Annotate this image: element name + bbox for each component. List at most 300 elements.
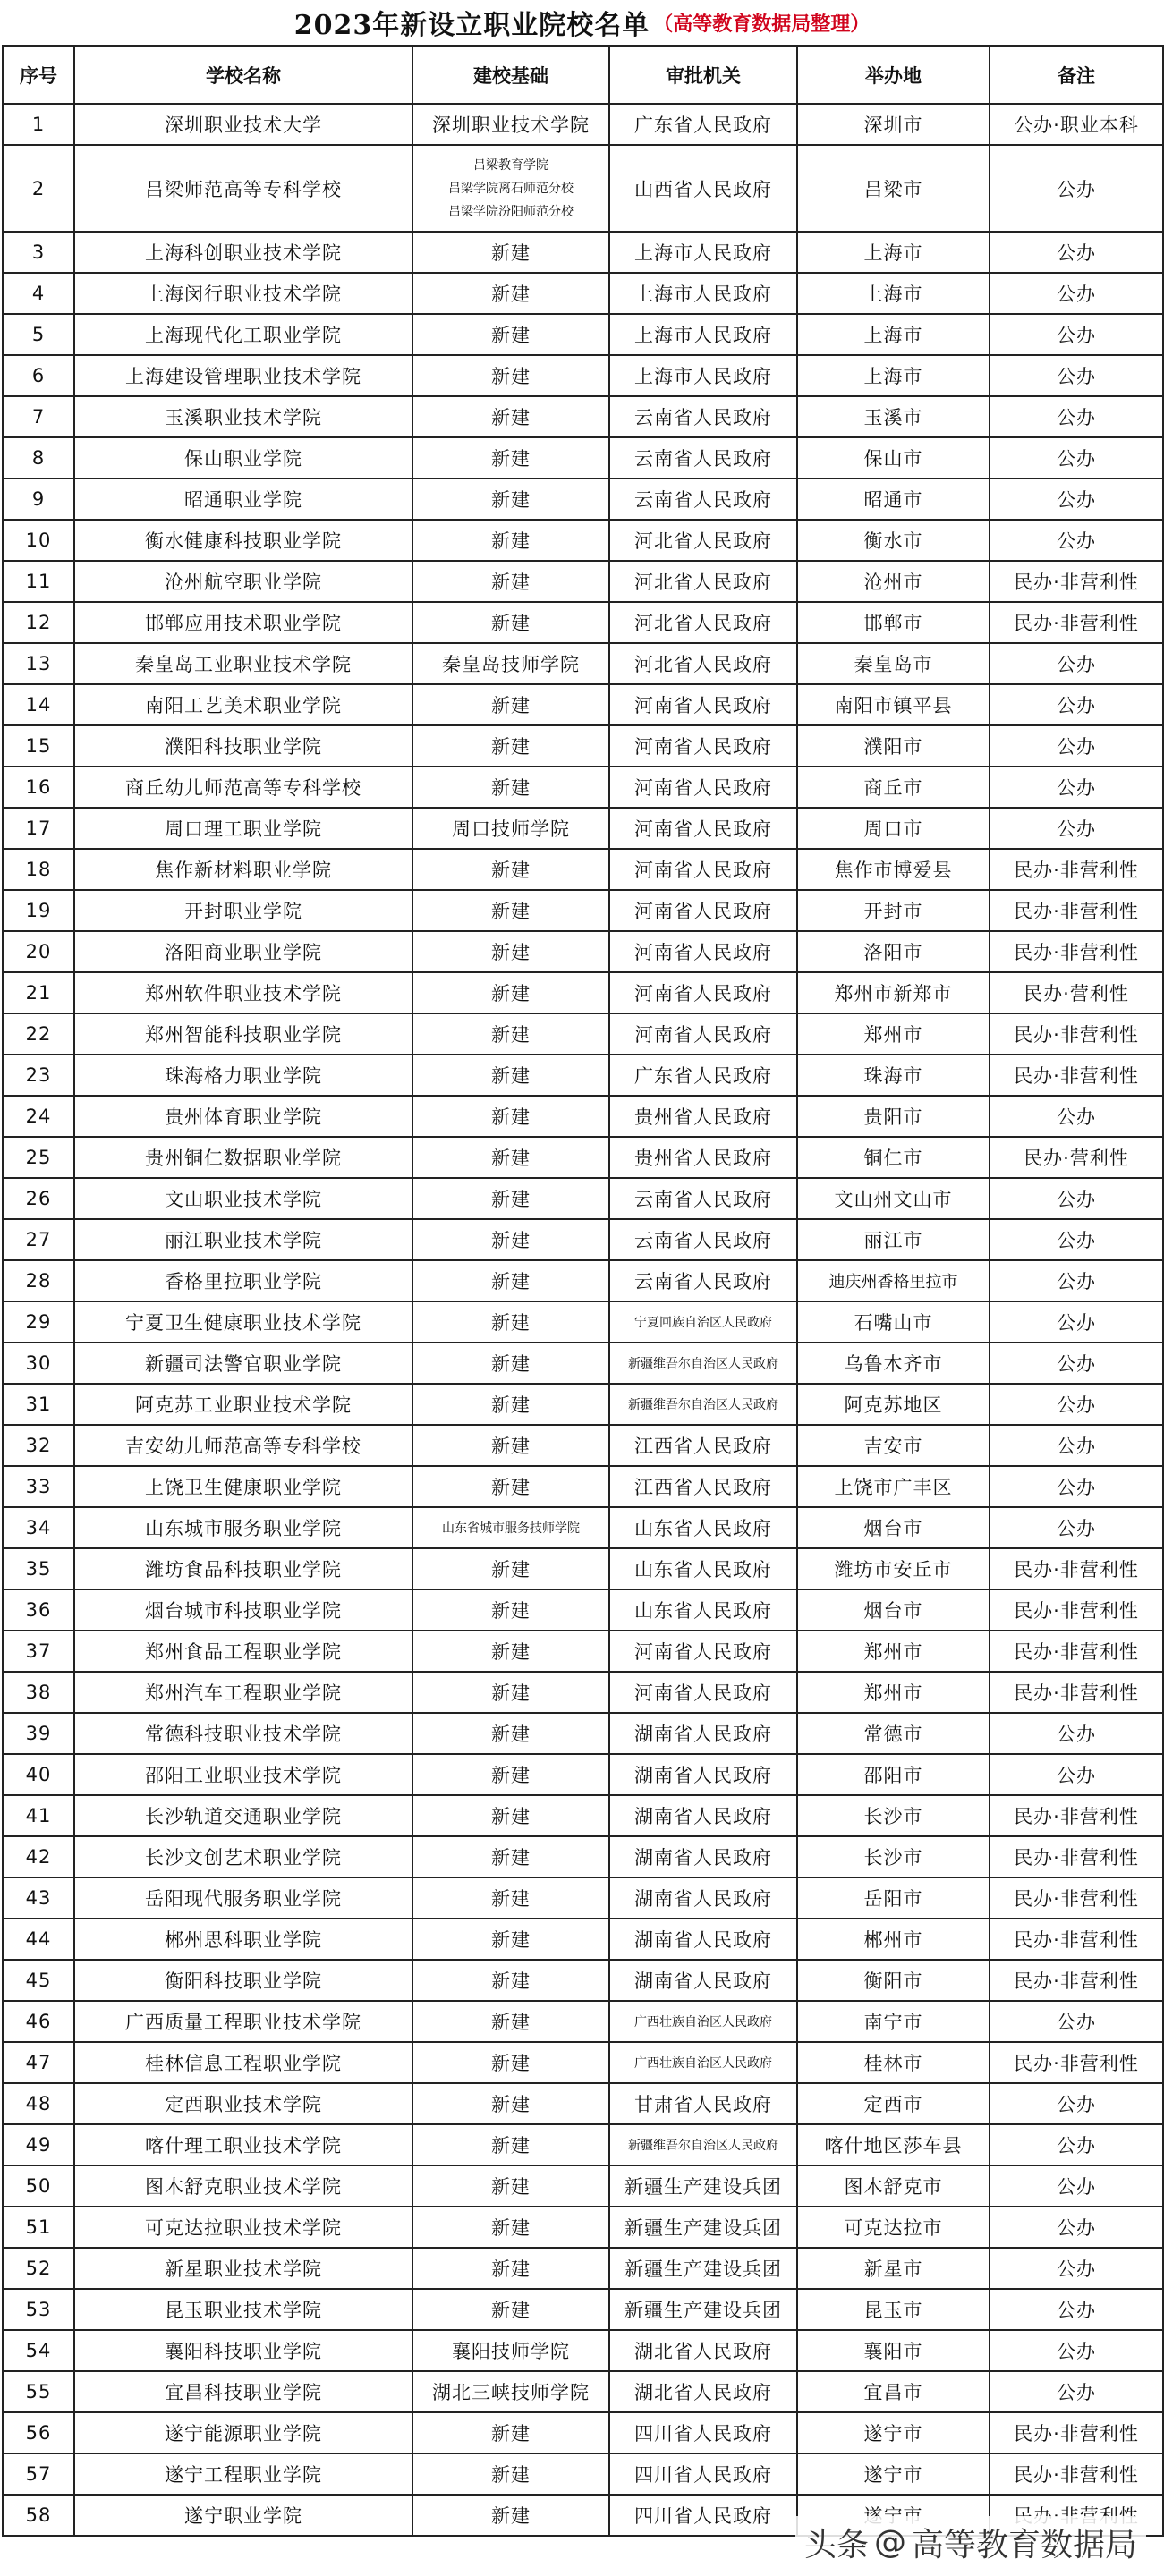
table-row — [3, 602, 1163, 643]
cell-school-name: 郑州食品工程职业学院 — [74, 1631, 412, 1672]
cell-location: 珠海市 — [797, 1055, 990, 1096]
cell-index: 58 — [3, 2495, 74, 2536]
cell-remarks: 民办·非营利性 — [990, 1960, 1163, 2001]
cell-remarks: 民办·非营利性 — [990, 1589, 1163, 1631]
cell-founding-basis: 新建 — [412, 1877, 609, 1919]
table-row — [3, 2453, 1163, 2495]
cell-school-name: 山东城市服务职业学院 — [74, 1507, 412, 1548]
cell-approval-authority: 新疆生产建设兵团 — [609, 2289, 797, 2330]
table-row — [3, 2124, 1163, 2165]
cell-school-name: 上海建设管理职业技术学院 — [74, 355, 412, 396]
cell-school-name: 香格里拉职业学院 — [74, 1260, 412, 1301]
cell-school-name: 遂宁工程职业学院 — [74, 2453, 412, 2495]
cell-founding-basis: 新建 — [412, 767, 609, 808]
cell-index: 8 — [3, 437, 74, 479]
table-row — [3, 1795, 1163, 1836]
cell-approval-authority: 广东省人民政府 — [609, 104, 797, 145]
cell-founding-basis: 新建 — [412, 2165, 609, 2207]
cell-school-name: 上饶卫生健康职业学院 — [74, 1466, 412, 1507]
cell-school-name: 岳阳现代服务职业学院 — [74, 1877, 412, 1919]
cell-remarks: 公办 — [990, 1713, 1163, 1754]
cell-remarks: 公办 — [990, 808, 1163, 849]
cell-location: 新星市 — [797, 2248, 990, 2289]
cell-index: 29 — [3, 1301, 74, 1343]
cell-founding-basis: 山东省城市服务技师学院 — [412, 1507, 609, 1548]
cell-index: 44 — [3, 1919, 74, 1960]
cell-location: 昆玉市 — [797, 2289, 990, 2330]
cell-location: 桂林市 — [797, 2042, 990, 2083]
cell-school-name: 南阳工艺美术职业学院 — [74, 684, 412, 725]
cell-founding-basis: 周口技师学院 — [412, 808, 609, 849]
cell-index: 5 — [3, 314, 74, 355]
cell-remarks: 民办·非营利性 — [990, 1631, 1163, 1672]
cell-location: 保山市 — [797, 437, 990, 479]
cell-remarks: 民办·非营利性 — [990, 602, 1163, 643]
cell-approval-authority: 新疆维吾尔自治区人民政府 — [609, 1384, 797, 1425]
cell-remarks: 公办 — [990, 1425, 1163, 1466]
cell-location: 郴州市 — [797, 1919, 990, 1960]
table-row — [3, 684, 1163, 725]
cell-founding-basis: 新建 — [412, 1178, 609, 1219]
cell-founding-basis: 新建 — [412, 396, 609, 437]
cell-school-name: 邯郸应用技术职业学院 — [74, 602, 412, 643]
cell-founding-basis: 新建 — [412, 1631, 609, 1672]
table-row — [3, 1631, 1163, 1672]
table-row — [3, 273, 1163, 314]
cell-founding-basis: 新建 — [412, 1713, 609, 1754]
cell-founding-basis: 新建 — [412, 1836, 609, 1877]
title-source-note: （高等教育数据局整理） — [653, 12, 871, 36]
cell-founding-basis: 新建 — [412, 1960, 609, 2001]
cell-location: 沧州市 — [797, 561, 990, 602]
cell-location: 烟台市 — [797, 1589, 990, 1631]
cell-school-name: 定西职业技术学院 — [74, 2083, 412, 2124]
cell-location: 宜昌市 — [797, 2371, 990, 2412]
cell-founding-basis: 新建 — [412, 1919, 609, 1960]
cell-index: 49 — [3, 2124, 74, 2165]
school-list-table — [2, 45, 1164, 2537]
cell-school-name: 深圳职业技术大学 — [74, 104, 412, 145]
cell-approval-authority: 云南省人民政府 — [609, 1219, 797, 1260]
cell-remarks: 公办 — [990, 1507, 1163, 1548]
cell-school-name: 宜昌科技职业学院 — [74, 2371, 412, 2412]
cell-location: 定西市 — [797, 2083, 990, 2124]
header-index: 序号 — [3, 46, 74, 104]
cell-approval-authority: 贵州省人民政府 — [609, 1096, 797, 1137]
cell-school-name: 广西质量工程职业技术学院 — [74, 2001, 412, 2042]
cell-remarks: 公办 — [990, 1301, 1163, 1343]
cell-remarks: 民办·非营利性 — [990, 1919, 1163, 1960]
cell-remarks: 公办 — [990, 2289, 1163, 2330]
cell-remarks: 公办 — [990, 520, 1163, 561]
table-row — [3, 1877, 1163, 1919]
cell-remarks: 公办 — [990, 2248, 1163, 2289]
cell-school-name: 邵阳工业职业技术学院 — [74, 1754, 412, 1795]
table-row — [3, 355, 1163, 396]
cell-founding-basis: 新建 — [412, 1219, 609, 1260]
cell-location: 铜仁市 — [797, 1137, 990, 1178]
cell-index: 13 — [3, 643, 74, 684]
cell-approval-authority: 新疆生产建设兵团 — [609, 2165, 797, 2207]
cell-founding-basis: 新建 — [412, 2042, 609, 2083]
cell-index: 18 — [3, 849, 74, 890]
cell-location: 上海市 — [797, 355, 990, 396]
cell-location: 焦作市博爱县 — [797, 849, 990, 890]
cell-founding-basis: 新建 — [412, 849, 609, 890]
cell-founding-basis: 新建 — [412, 602, 609, 643]
cell-school-name: 上海现代化工职业学院 — [74, 314, 412, 355]
cell-school-name: 吉安幼儿师范高等专科学校 — [74, 1425, 412, 1466]
document-title — [0, 0, 1164, 45]
table-row — [3, 808, 1163, 849]
cell-approval-authority: 新疆生产建设兵团 — [609, 2207, 797, 2248]
cell-index: 25 — [3, 1137, 74, 1178]
cell-remarks: 公办 — [990, 232, 1163, 273]
cell-location: 开封市 — [797, 890, 990, 931]
cell-location: 南阳市镇平县 — [797, 684, 990, 725]
cell-remarks: 民办·非营利性 — [990, 2453, 1163, 2495]
cell-founding-basis: 新建 — [412, 2495, 609, 2536]
cell-location: 邯郸市 — [797, 602, 990, 643]
cell-index: 24 — [3, 1096, 74, 1137]
cell-founding-basis: 新建 — [412, 684, 609, 725]
cell-index: 57 — [3, 2453, 74, 2495]
cell-index: 28 — [3, 1260, 74, 1301]
cell-approval-authority: 湖南省人民政府 — [609, 1960, 797, 2001]
cell-school-name: 长沙文创艺术职业学院 — [74, 1836, 412, 1877]
cell-founding-basis: 新建 — [412, 1343, 609, 1384]
table-row — [3, 2289, 1163, 2330]
cell-school-name: 长沙轨道交通职业学院 — [74, 1795, 412, 1836]
cell-location: 秦皇岛市 — [797, 643, 990, 684]
cell-school-name: 遂宁能源职业学院 — [74, 2412, 412, 2453]
cell-approval-authority: 河南省人民政府 — [609, 725, 797, 767]
cell-school-name: 宁夏卫生健康职业技术学院 — [74, 1301, 412, 1343]
cell-school-name: 襄阳科技职业学院 — [74, 2330, 412, 2371]
cell-approval-authority: 河北省人民政府 — [609, 643, 797, 684]
cell-founding-basis: 新建 — [412, 2124, 609, 2165]
cell-founding-basis: 新建 — [412, 1754, 609, 1795]
cell-school-name: 濮阳科技职业学院 — [74, 725, 412, 767]
cell-school-name: 珠海格力职业学院 — [74, 1055, 412, 1096]
cell-approval-authority: 云南省人民政府 — [609, 437, 797, 479]
table-row — [3, 1960, 1163, 2001]
cell-approval-authority: 江西省人民政府 — [609, 1466, 797, 1507]
cell-founding-basis: 深圳职业技术学院 — [412, 104, 609, 145]
cell-school-name: 开封职业学院 — [74, 890, 412, 931]
cell-approval-authority: 河北省人民政府 — [609, 561, 797, 602]
cell-approval-authority: 湖南省人民政府 — [609, 1795, 797, 1836]
cell-location: 深圳市 — [797, 104, 990, 145]
cell-school-name: 桂林信息工程职业学院 — [74, 2042, 412, 2083]
cell-location: 石嘴山市 — [797, 1301, 990, 1343]
table-row — [3, 2248, 1163, 2289]
cell-index: 43 — [3, 1877, 74, 1919]
cell-founding-basis: 新建 — [412, 2412, 609, 2453]
cell-approval-authority: 湖北省人民政府 — [609, 2371, 797, 2412]
cell-location: 潍坊市安丘市 — [797, 1548, 990, 1589]
cell-school-name: 可克达拉职业技术学院 — [74, 2207, 412, 2248]
cell-approval-authority: 湖南省人民政府 — [609, 1713, 797, 1754]
cell-approval-authority: 河南省人民政府 — [609, 1631, 797, 1672]
cell-approval-authority: 四川省人民政府 — [609, 2453, 797, 2495]
cell-location: 衡水市 — [797, 520, 990, 561]
cell-remarks: 民办·非营利性 — [990, 1795, 1163, 1836]
cell-founding-basis: 新建 — [412, 1384, 609, 1425]
cell-index: 46 — [3, 2001, 74, 2042]
cell-founding-basis: 新建 — [412, 1589, 609, 1631]
cell-remarks: 公办 — [990, 2207, 1163, 2248]
cell-remarks: 民办·营利性 — [990, 972, 1163, 1013]
cell-remarks: 民办·非营利性 — [990, 1672, 1163, 1713]
cell-location: 上海市 — [797, 273, 990, 314]
cell-founding-basis: 新建 — [412, 972, 609, 1013]
cell-location: 遂宁市 — [797, 2453, 990, 2495]
cell-school-name: 吕梁师范高等专科学校 — [74, 145, 412, 232]
cell-approval-authority: 河南省人民政府 — [609, 808, 797, 849]
cell-index: 21 — [3, 972, 74, 1013]
cell-remarks: 民办·非营利性 — [990, 931, 1163, 972]
cell-index: 15 — [3, 725, 74, 767]
cell-school-name: 秦皇岛工业职业技术学院 — [74, 643, 412, 684]
cell-index: 23 — [3, 1055, 74, 1096]
cell-index: 19 — [3, 890, 74, 931]
cell-location: 长沙市 — [797, 1795, 990, 1836]
cell-remarks: 民办·非营利性 — [990, 2042, 1163, 2083]
cell-location: 周口市 — [797, 808, 990, 849]
cell-index: 30 — [3, 1343, 74, 1384]
table-row — [3, 1384, 1163, 1425]
cell-approval-authority: 广西壮族自治区人民政府 — [609, 2001, 797, 2042]
table-row — [3, 1013, 1163, 1055]
watermark-separator: @ — [873, 2524, 906, 2561]
cell-location: 岳阳市 — [797, 1877, 990, 1919]
cell-founding-basis: 新建 — [412, 1795, 609, 1836]
cell-approval-authority: 新疆维吾尔自治区人民政府 — [609, 2124, 797, 2165]
table-row — [3, 1055, 1163, 1096]
cell-remarks: 公办 — [990, 1096, 1163, 1137]
cell-index: 48 — [3, 2083, 74, 2124]
cell-index: 47 — [3, 2042, 74, 2083]
table-header — [3, 46, 1163, 104]
cell-approval-authority: 河南省人民政府 — [609, 684, 797, 725]
cell-founding-basis: 新建 — [412, 2207, 609, 2248]
cell-location: 常德市 — [797, 1713, 990, 1754]
cell-approval-authority: 河北省人民政府 — [609, 520, 797, 561]
cell-approval-authority: 上海市人民政府 — [609, 232, 797, 273]
cell-approval-authority: 新疆维吾尔自治区人民政府 — [609, 1343, 797, 1384]
cell-index: 6 — [3, 355, 74, 396]
table-row — [3, 2001, 1163, 2042]
cell-remarks: 民办·非营利性 — [990, 1877, 1163, 1919]
cell-approval-authority: 河南省人民政府 — [609, 972, 797, 1013]
cell-founding-basis: 新建 — [412, 314, 609, 355]
cell-approval-authority: 河南省人民政府 — [609, 849, 797, 890]
header-founding-basis: 建校基础 — [412, 46, 609, 104]
cell-location: 长沙市 — [797, 1836, 990, 1877]
table-row — [3, 1343, 1163, 1384]
cell-remarks: 公办 — [990, 396, 1163, 437]
header-approval-authority: 审批机关 — [609, 46, 797, 104]
cell-remarks: 公办 — [990, 1178, 1163, 1219]
cell-remarks: 公办 — [990, 273, 1163, 314]
table-row — [3, 479, 1163, 520]
table-body — [3, 104, 1163, 2536]
cell-school-name: 常德科技职业技术学院 — [74, 1713, 412, 1754]
cell-location: 丽江市 — [797, 1219, 990, 1260]
cell-founding-basis: 新建 — [412, 931, 609, 972]
table-row — [3, 145, 1163, 232]
table-row — [3, 725, 1163, 767]
cell-founding-basis: 新建 — [412, 1466, 609, 1507]
cell-approval-authority: 山东省人民政府 — [609, 1589, 797, 1631]
table-row — [3, 1466, 1163, 1507]
cell-founding-basis: 湖北三峡技师学院 — [412, 2371, 609, 2412]
cell-founding-basis: 秦皇岛技师学院 — [412, 643, 609, 684]
table-row — [3, 2083, 1163, 2124]
cell-approval-authority: 云南省人民政府 — [609, 479, 797, 520]
cell-approval-authority: 山东省人民政府 — [609, 1548, 797, 1589]
cell-founding-basis: 新建 — [412, 1425, 609, 1466]
cell-index: 12 — [3, 602, 74, 643]
cell-index: 41 — [3, 1795, 74, 1836]
cell-location: 玉溪市 — [797, 396, 990, 437]
cell-index: 36 — [3, 1589, 74, 1631]
cell-approval-authority: 贵州省人民政府 — [609, 1137, 797, 1178]
cell-founding-basis: 新建 — [412, 890, 609, 931]
table-row — [3, 1713, 1163, 1754]
cell-remarks: 公办 — [990, 479, 1163, 520]
cell-remarks: 公办 — [990, 1219, 1163, 1260]
cell-remarks: 公办 — [990, 1466, 1163, 1507]
cell-remarks: 公办 — [990, 643, 1163, 684]
cell-remarks: 公办 — [990, 437, 1163, 479]
cell-location: 阿克苏地区 — [797, 1384, 990, 1425]
table-row — [3, 1836, 1163, 1877]
cell-location: 文山州文山市 — [797, 1178, 990, 1219]
cell-location: 烟台市 — [797, 1507, 990, 1548]
cell-location: 乌鲁木齐市 — [797, 1343, 990, 1384]
cell-remarks: 公办 — [990, 725, 1163, 767]
cell-location: 襄阳市 — [797, 2330, 990, 2371]
cell-index: 9 — [3, 479, 74, 520]
cell-remarks: 民办·非营利性 — [990, 849, 1163, 890]
cell-remarks: 民办·非营利性 — [990, 1055, 1163, 1096]
table-row — [3, 1301, 1163, 1343]
cell-remarks: 民办·非营利性 — [990, 561, 1163, 602]
table-row — [3, 520, 1163, 561]
table-row — [3, 2165, 1163, 2207]
cell-remarks: 公办 — [990, 2001, 1163, 2042]
cell-location: 喀什地区莎车县 — [797, 2124, 990, 2165]
cell-founding-basis: 新建 — [412, 1096, 609, 1137]
cell-approval-authority: 山西省人民政府 — [609, 145, 797, 232]
cell-location: 濮阳市 — [797, 725, 990, 767]
table-row — [3, 1589, 1163, 1631]
cell-approval-authority: 四川省人民政府 — [609, 2412, 797, 2453]
cell-founding-basis: 新建 — [412, 1548, 609, 1589]
table-row — [3, 1260, 1163, 1301]
cell-approval-authority: 湖南省人民政府 — [609, 1754, 797, 1795]
cell-index: 37 — [3, 1631, 74, 1672]
cell-remarks: 公办 — [990, 2124, 1163, 2165]
watermark-account: 高等教育数据局 — [911, 2527, 1137, 2563]
cell-remarks: 民办·非营利性 — [990, 1548, 1163, 1589]
cell-approval-authority: 湖北省人民政府 — [609, 2330, 797, 2371]
cell-school-name: 烟台城市科技职业学院 — [74, 1589, 412, 1631]
cell-remarks: 公办 — [990, 2330, 1163, 2371]
cell-location: 可克达拉市 — [797, 2207, 990, 2248]
cell-founding-basis: 新建 — [412, 273, 609, 314]
cell-index: 50 — [3, 2165, 74, 2207]
cell-index: 51 — [3, 2207, 74, 2248]
table-row — [3, 1919, 1163, 1960]
table-row — [3, 104, 1163, 145]
cell-index: 39 — [3, 1713, 74, 1754]
cell-school-name: 文山职业技术学院 — [74, 1178, 412, 1219]
cell-location: 吉安市 — [797, 1425, 990, 1466]
cell-index: 53 — [3, 2289, 74, 2330]
cell-founding-basis: 新建 — [412, 1672, 609, 1713]
table-row — [3, 972, 1163, 1013]
cell-remarks: 民办·非营利性 — [990, 890, 1163, 931]
cell-approval-authority: 河南省人民政府 — [609, 1013, 797, 1055]
table-row — [3, 2371, 1163, 2412]
cell-index: 42 — [3, 1836, 74, 1877]
cell-location: 昭通市 — [797, 479, 990, 520]
watermark — [795, 2516, 1146, 2569]
cell-approval-authority: 甘肃省人民政府 — [609, 2083, 797, 2124]
table-row — [3, 1137, 1163, 1178]
table-row — [3, 890, 1163, 931]
cell-approval-authority: 上海市人民政府 — [609, 273, 797, 314]
cell-index: 17 — [3, 808, 74, 849]
cell-approval-authority: 宁夏回族自治区人民政府 — [609, 1301, 797, 1343]
cell-index: 35 — [3, 1548, 74, 1589]
table-row — [3, 1096, 1163, 1137]
cell-school-name: 丽江职业技术学院 — [74, 1219, 412, 1260]
cell-approval-authority: 河南省人民政府 — [609, 1672, 797, 1713]
cell-remarks: 公办 — [990, 1754, 1163, 1795]
cell-school-name: 上海科创职业技术学院 — [74, 232, 412, 273]
cell-founding-basis: 新建 — [412, 2248, 609, 2289]
cell-school-name: 郴州思科职业学院 — [74, 1919, 412, 1960]
cell-remarks: 公办 — [990, 684, 1163, 725]
cell-founding-basis: 新建 — [412, 2001, 609, 2042]
cell-index: 16 — [3, 767, 74, 808]
cell-founding-basis: 新建 — [412, 1137, 609, 1178]
cell-school-name: 新疆司法警官职业学院 — [74, 1343, 412, 1384]
cell-school-name: 贵州铜仁数据职业学院 — [74, 1137, 412, 1178]
cell-founding-basis: 新建 — [412, 520, 609, 561]
cell-founding-basis: 新建 — [412, 1301, 609, 1343]
cell-index: 22 — [3, 1013, 74, 1055]
cell-index: 32 — [3, 1425, 74, 1466]
cell-index: 55 — [3, 2371, 74, 2412]
cell-remarks: 民办·非营利性 — [990, 1836, 1163, 1877]
cell-founding-basis: 新建 — [412, 437, 609, 479]
table-row — [3, 396, 1163, 437]
cell-founding-basis: 新建 — [412, 1013, 609, 1055]
table-row — [3, 1219, 1163, 1260]
cell-location: 上海市 — [797, 314, 990, 355]
cell-school-name: 图木舒克职业技术学院 — [74, 2165, 412, 2207]
cell-remarks: 公办 — [990, 314, 1163, 355]
cell-index: 34 — [3, 1507, 74, 1548]
cell-location: 郑州市 — [797, 1013, 990, 1055]
cell-location: 贵阳市 — [797, 1096, 990, 1137]
cell-index: 33 — [3, 1466, 74, 1507]
